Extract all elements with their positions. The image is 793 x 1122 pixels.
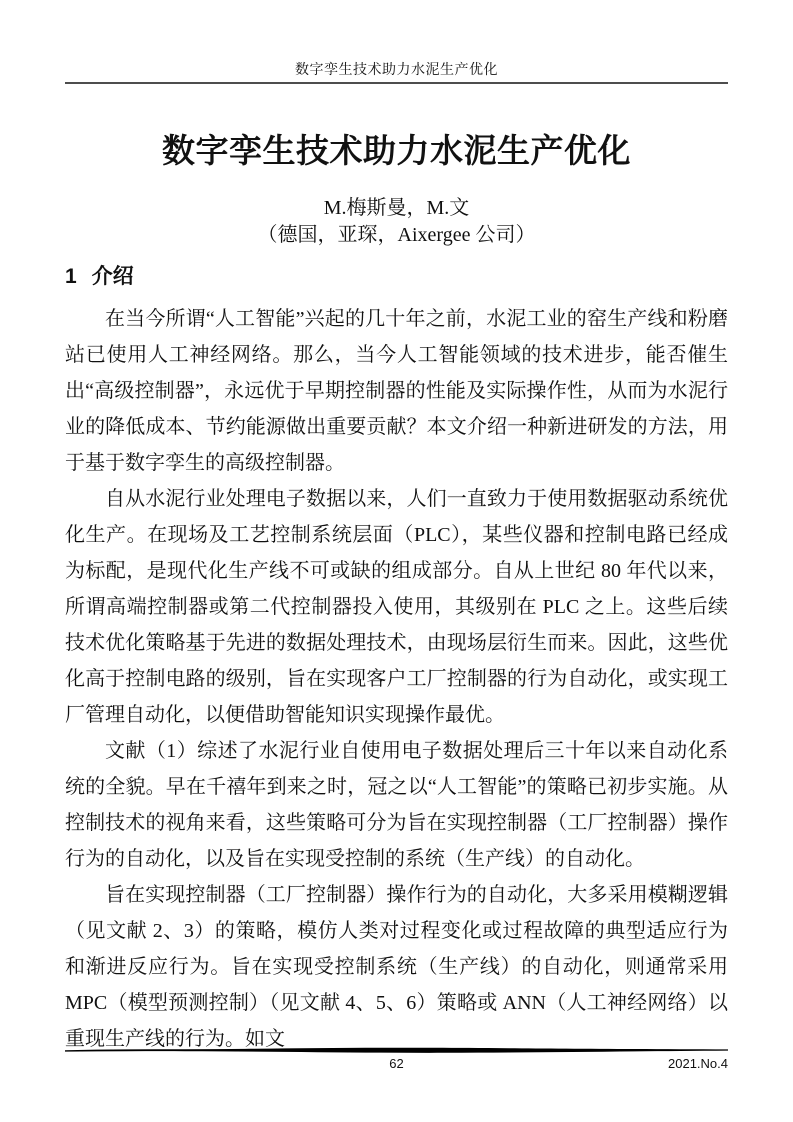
section-number: 1 [65, 265, 77, 288]
affiliation-line: （德国，亚琛，Aixergee 公司） [257, 224, 536, 246]
section-title: 介绍 [91, 265, 134, 288]
page-number: 62 [389, 1056, 404, 1071]
article-title: 数字孪生技术助力水泥生产优化 [162, 132, 631, 169]
issue-label: 2021.No.4 [668, 1056, 728, 1071]
authors-line: M.梅斯曼，M.文 [323, 197, 470, 219]
footer-rule [65, 1045, 728, 1055]
running-header [65, 63, 728, 84]
paragraph-1: 在当今所谓“人工智能”兴起的几十年之前，水泥工业的窑生产线和粉磨站已使用人工神经网络。那么，当今人工智能领域的技术进步，能否催生出“高级控制器”，永远优于早期控制器的性能及实际操作性，从而为水泥行业的降低成本、节约能源做出重要贡献？本文介绍一种新进研发的方法，用于基于数字孪生的高级控制器。 [65, 308, 728, 474]
section-heading [65, 263, 728, 291]
footer-row [65, 1056, 728, 1072]
paragraph-2: 自从水泥行业处理电子数据以来，人们一直致力于使用数据驱动系统优化生产。在现场及工艺控制系统层面（PLC），某些仪器和控制电路已经成为标配，是现代化生产线不可或缺的组成部分。自从上世纪 80 年代以来，所谓高端控制器或第二代控制器投入使用，其级别在 PLC 之上。这些后续技术优化策略基于先进的数据处理技术，由现场层衍生而来。因此，这些优化高于控制电路的级别，旨在实现客户工厂控制器的行为自动化，或实现工厂管理自动化，以便借助智能知识实现操作最优。 [65, 488, 728, 726]
paragraph-3: 文献（1）综述了水泥行业自使用电子数据处理后三十年以来自动化系统的全貌。早在千禧年到来之时，冠之以“人工智能”的策略已初步实施。从控制技术的视角来看，这些策略可分为旨在实现控制器（工厂控制器）操作行为的自动化，以及旨在实现受控制的系统（生产线）的自动化。 [65, 740, 728, 870]
paragraph-4: 旨在实现控制器（工厂控制器）操作行为的自动化，大多采用模糊逻辑（见文献 2、3）的策略，模仿人类对过程变化或过程故障的典型适应行为和渐进反应行为。旨在实现受控制系统（生产线）的自动化，则通常采用 MPC（模型预测控制）（见文献 4、5、6）策略或 ANN（人工神经网络）以重现生产线的行为。如文 [65, 884, 728, 1050]
body-text [65, 301, 728, 1057]
running-header-title: 数字孪生技术助力水泥生产优化 [295, 63, 498, 78]
page-footer [65, 1045, 728, 1072]
